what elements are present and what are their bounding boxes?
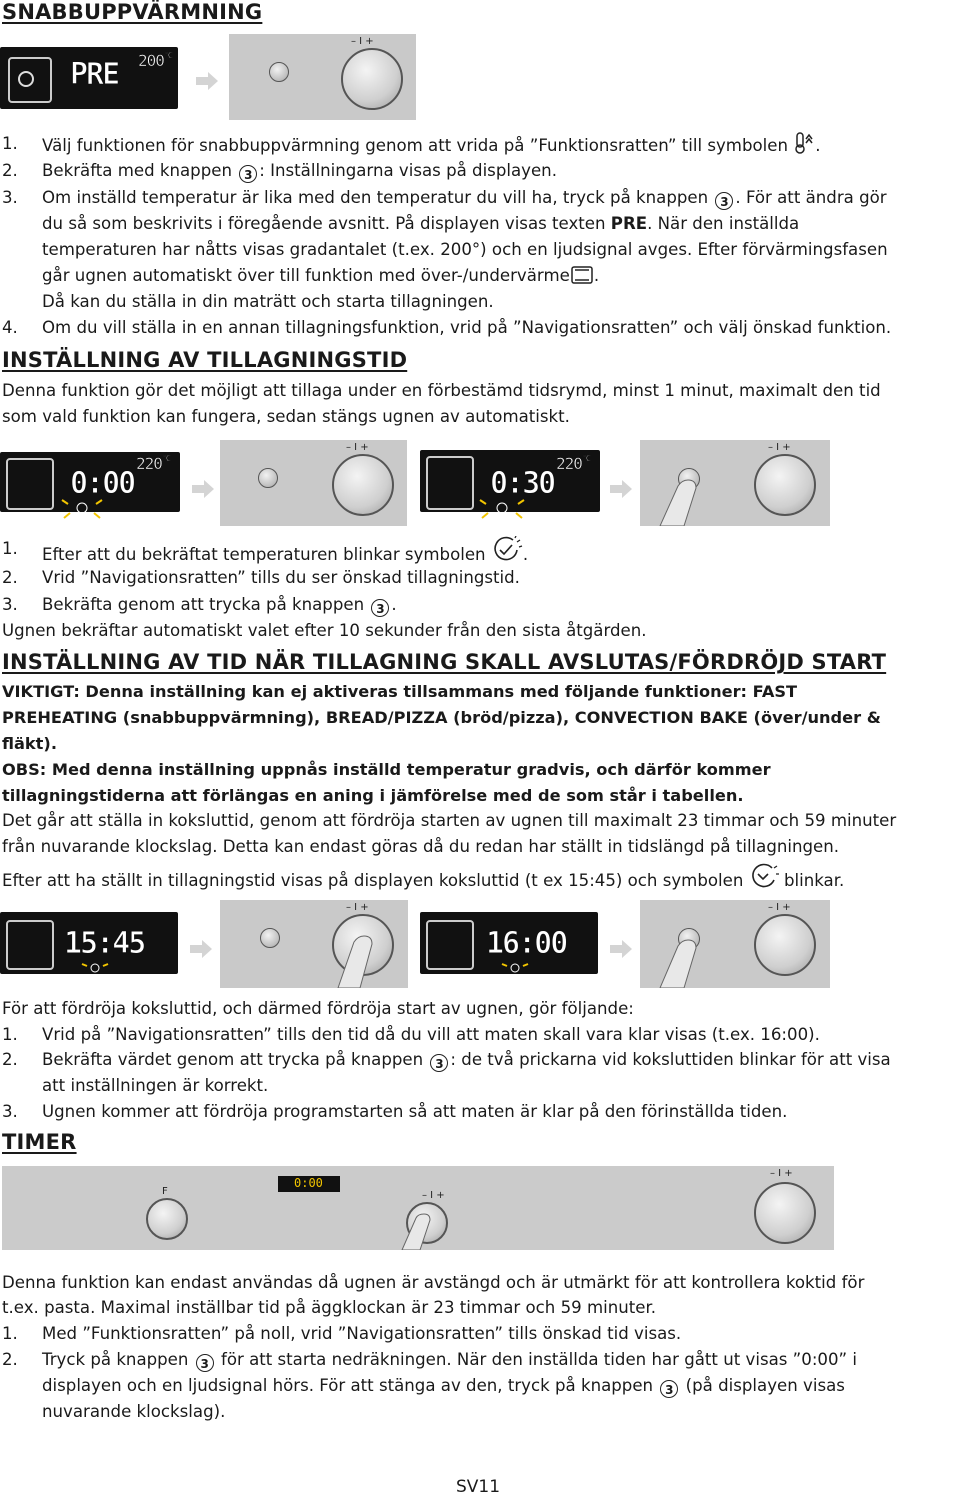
list-number: 1. <box>2 539 18 558</box>
display-16-00: 16:00 <box>420 912 598 974</box>
list-number: 2. <box>2 1050 18 1069</box>
paragraph: Denna funktion kan endast användas då ugnen är avstängd och är utmärkt för att kontrollera koktid för <box>2 1273 865 1292</box>
warning-text: VIKTIGT: Denna inställning kan ej aktiveras tillsammans med följande funktioner: FAST <box>2 682 798 701</box>
warning-text: PREHEATING (snabbuppvärmning), BREAD/PIZZA (bröd/pizza), CONVECTION BAKE (över/under & <box>2 708 881 727</box>
arrow-right-icon <box>610 940 632 958</box>
navigation-knob[interactable] <box>341 48 403 110</box>
warning-text: fläkt). <box>2 734 57 753</box>
display-text: PRE <box>70 57 119 92</box>
clock-blink-icon <box>80 960 110 976</box>
panel-display: 0:00 <box>278 1176 340 1192</box>
list-item-text: nuvarande klockslag). <box>42 1402 226 1421</box>
display-unit: °C <box>164 51 172 60</box>
heading-tillagningstid: INSTÄLLNING AV TILLAGNINGSTID <box>2 348 408 372</box>
display-temp: 200 <box>138 51 164 70</box>
finger-turn-icon <box>336 934 384 988</box>
finger-press-icon <box>658 938 708 988</box>
clock-blink-icon <box>478 498 528 520</box>
clock-blink-icon <box>500 960 530 976</box>
clock-blink-icon <box>60 498 110 520</box>
arrow-right-icon <box>610 480 632 498</box>
control-panel-1 <box>229 34 416 120</box>
arrow-right-icon <box>190 940 212 958</box>
end-time-clock-icon <box>749 862 779 890</box>
button-3[interactable] <box>269 62 289 82</box>
list-item-text: Om du vill ställa in en annan tillagningsfunktion, vrid på ”Navigationsratten” och välj önskad funktion. <box>42 318 892 337</box>
list-number: 1. <box>2 1025 18 1044</box>
paragraph: Det går att ställa in koksluttid, genom att fördröja starten av ugnen till maximalt 23 timmar och 59 minuter <box>2 811 897 830</box>
navigation-knob[interactable] <box>754 454 816 516</box>
right-knob[interactable] <box>754 1182 816 1244</box>
list-number: 2. <box>2 161 18 180</box>
list-item-text: Ugnen kommer att fördröja programstarten så att maten är klar på den förinställda tiden. <box>42 1102 788 1121</box>
display-pre <box>0 47 178 109</box>
list-item-text: att inställningen är korrekt. <box>42 1076 269 1095</box>
list-number: 2. <box>2 1350 18 1369</box>
heading-fordrojd-start: INSTÄLLNING AV TID NÄR TILLAGNING SKALL AVSLUTAS/FÖRDRÖJD START <box>2 650 887 674</box>
list-item-text: Välj funktionen för snabbuppvärmning genom att vrida på ”Funktionsratten” till symbolen <box>42 136 788 155</box>
button-3-icon: 3 <box>371 599 389 617</box>
control-panel-5: – I + <box>640 900 830 988</box>
function-knob-label: F <box>162 1186 168 1197</box>
list-number: 3. <box>2 188 18 207</box>
intro-text: Denna funktion gör det möjligt att tillaga under en förbestämd tidsrymd, minst 1 minut, maximalt den tid <box>2 381 881 400</box>
button-3[interactable] <box>258 468 278 488</box>
button-3-icon: 3 <box>196 1354 214 1372</box>
display-0-30: 0:30 220 °C <box>420 450 600 512</box>
arrow-right-icon <box>192 480 214 498</box>
list-number: 1. <box>2 134 18 153</box>
navigation-knob[interactable] <box>754 914 816 976</box>
control-panel-4: – I + <box>220 900 408 988</box>
arrow-right-icon <box>196 72 218 90</box>
note-text: OBS: Med denna inställning uppnås inställd temperatur gradvis, och därför kommer <box>2 760 771 779</box>
list-item-text: Då kan du ställa in din maträtt och starta tillagningen. <box>42 292 494 311</box>
note-text: tillagningstiderna att förlängas en aning i jämförelse med de som står i tabellen. <box>2 786 744 805</box>
thermometer-fast-icon <box>793 131 815 155</box>
button-3-icon: 3 <box>239 165 257 183</box>
list-number: 3. <box>2 1102 18 1121</box>
finger-press-icon <box>400 1212 440 1250</box>
button-3-icon: 3 <box>715 192 733 210</box>
intro-text: som vald funktion kan fungera, sedan stängs ugnen av automatiskt. <box>2 407 570 426</box>
paragraph: t.ex. pasta. Maximal inställbar tid på äggklockan är 23 timmar och 59 minuter. <box>2 1298 657 1317</box>
heading-timer: TIMER <box>2 1130 77 1154</box>
control-panel-3: – I + <box>640 440 830 526</box>
button-3[interactable] <box>260 928 280 948</box>
function-knob[interactable] <box>146 1198 188 1240</box>
list-item-text: Vrid ”Navigationsratten” tills du ser önskad tillagningstid. <box>42 568 520 587</box>
navigation-knob[interactable] <box>332 454 394 516</box>
finger-press-icon <box>658 478 708 526</box>
paragraph: För att fördröja koksluttid, och därmed fördröja start av ugnen, gör följande: <box>2 999 634 1018</box>
list-number: 3. <box>2 595 18 614</box>
list-item-text: Med ”Funktionsratten” på noll, vrid ”Navigationsratten” tills önskad tid visas. <box>42 1324 682 1343</box>
display-15-45: 15:45 <box>0 912 178 974</box>
list-number: 1. <box>2 1324 18 1343</box>
list-item-text: Vrid på ”Navigationsratten” tills den tid då du vill att maten skall vara klar visas (t.ex. 16:00). <box>42 1025 820 1044</box>
list-number: 2. <box>2 568 18 587</box>
heading-snabbuppvarmning: SNABBUPPVÄRMNING <box>2 0 263 24</box>
paragraph: från nuvarande klockslag. Detta kan endast göras då du redan har ställt in tidslängd på tillagningen. <box>2 837 840 856</box>
display-0-00: 0:00 220 °C <box>0 452 180 512</box>
timer-control-panel: F 0:00 – I + – I + <box>2 1166 834 1250</box>
duration-clock-icon <box>491 536 523 564</box>
knob-label: – I + <box>351 36 374 47</box>
button-3-icon: 3 <box>660 1380 678 1398</box>
page-number: SV11 <box>456 1477 501 1497</box>
control-panel-2: – I + <box>220 440 407 526</box>
button-3-icon: 3 <box>430 1054 448 1072</box>
list-item-text: temperaturen har nåtts visas gradantalet (t.ex. 200°) och en ljudsignal avges. Efter förvärmingsfasen <box>42 240 888 259</box>
list-number: 4. <box>2 318 18 337</box>
paragraph: Ugnen bekräftar automatiskt valet efter 10 sekunder från den sista åtgärden. <box>2 621 647 640</box>
top-bottom-heat-icon <box>570 265 594 285</box>
